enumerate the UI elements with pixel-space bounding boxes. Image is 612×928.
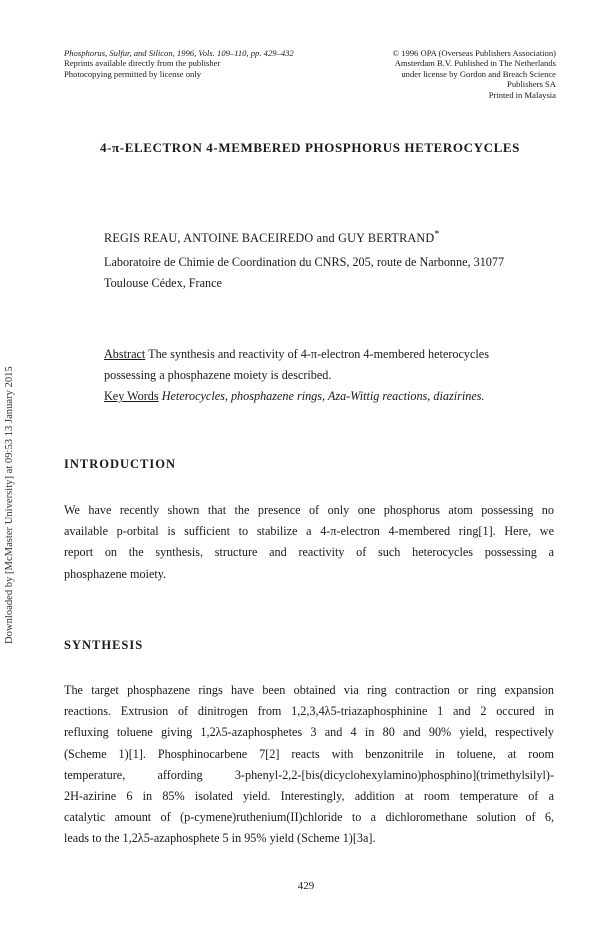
synthesis-heading: SYNTHESIS bbox=[64, 638, 144, 652]
text-line: The target phosphazene rings have been obtained via ring contraction or ring expansion bbox=[64, 683, 554, 697]
introduction-heading: INTRODUCTION bbox=[64, 457, 177, 471]
keywords-text: Heterocycles, phosphazene rings, Aza-Wittig reactions, diazirines. bbox=[161, 389, 485, 403]
affiliation-line: Laboratoire de Chimie de Coordination du CNRS, 205, route de Narbonne, 31077 bbox=[104, 255, 505, 269]
keywords-label: Key Words bbox=[104, 389, 159, 403]
text-line: temperature, affording 3-phenyl-2,2-[bis(dicyclohexylamino)phosphino](trimethylsilyl)- bbox=[64, 767, 554, 782]
citation-line: Phosphorus, Sulfur, and Silicon, 1996, Vols. 109–110, pp. 429–432 bbox=[64, 48, 294, 58]
publisher-line: Printed in Malaysia bbox=[488, 89, 556, 100]
publisher-line: under license by Gordon and Breach Science bbox=[401, 68, 556, 79]
paper-title: 4-π-ELECTRON 4-MEMBERED PHOSPHORUS HETEROCYCLES bbox=[100, 140, 520, 155]
text-line: 2H-azirine 6 in 85% isolated yield. Interestingly, addition at room temperature of a bbox=[64, 789, 554, 804]
text-line: (Scheme 1)[1]. Phosphinocarbene 7[2] reacts with benzonitrile in toluene, at room bbox=[64, 746, 554, 761]
introduction-paragraph bbox=[64, 500, 554, 585]
abstract-block bbox=[104, 344, 564, 407]
abstract-line bbox=[104, 344, 564, 365]
citation-line: Photocopying permitted by license only bbox=[64, 68, 202, 79]
download-note bbox=[2, 288, 18, 648]
publisher-line: Amsterdam B.V. Published in The Netherlands bbox=[394, 58, 556, 69]
publisher-line: Publishers SA bbox=[507, 79, 556, 90]
text-line: available p-orbital is sufficient to stabilize a 4-π-electron 4-membered ring[1]. Here, we bbox=[64, 524, 554, 539]
text-line: phosphazene moiety. bbox=[64, 566, 167, 581]
publisher-notice bbox=[306, 48, 556, 100]
text-line: We have recently shown that the presence of only one phosphorus atom possessing no bbox=[64, 503, 554, 517]
citation-line: Reprints available directly from the publisher bbox=[64, 58, 221, 69]
abstract-text: The synthesis and reactivity of 4-π-electron 4-membered heterocycles bbox=[148, 347, 489, 361]
publisher-line: © 1996 OPA (Overseas Publishers Association) bbox=[392, 48, 556, 58]
synthesis-paragraph bbox=[64, 680, 554, 850]
affiliation bbox=[104, 252, 564, 294]
abstract-text: possessing a phosphazene moiety is described. bbox=[104, 368, 332, 382]
text-line: leads to the 1,2λ5-azaphosphete 5 in 95% yield (Scheme 1)[3a]. bbox=[64, 831, 376, 846]
author-list bbox=[104, 229, 440, 246]
text-line: reactions. Extrusion of dinitrogen from 1,2,3,4λ5-triazaphosphinine 1 and 2 occured in bbox=[64, 704, 554, 719]
text-line: report on the synthesis, structure and reactivity of such heterocycles possessing a bbox=[64, 545, 554, 560]
text-line: catalytic amount of (p-cymene)ruthenium(II)chloride to a dichloromethane solution of 6, bbox=[64, 810, 554, 825]
affiliation-line: Toulouse Cédex, France bbox=[104, 276, 222, 290]
page-number: 429 bbox=[297, 880, 315, 892]
download-note-text: Downloaded by [McMaster University] at 09:53 13 January 2015 bbox=[4, 366, 15, 644]
keywords-line bbox=[104, 386, 564, 407]
author-names: REGIS REAU, ANTOINE BACEIREDO and GUY BERTRAND bbox=[104, 231, 435, 246]
text-line: refluxing toluene giving 1,2λ5-azaphosphetes 3 and 4 in 80 and 90% yield, respectively bbox=[64, 725, 554, 740]
abstract-label: Abstract bbox=[104, 347, 146, 361]
corresponding-author-mark: * bbox=[434, 229, 440, 240]
